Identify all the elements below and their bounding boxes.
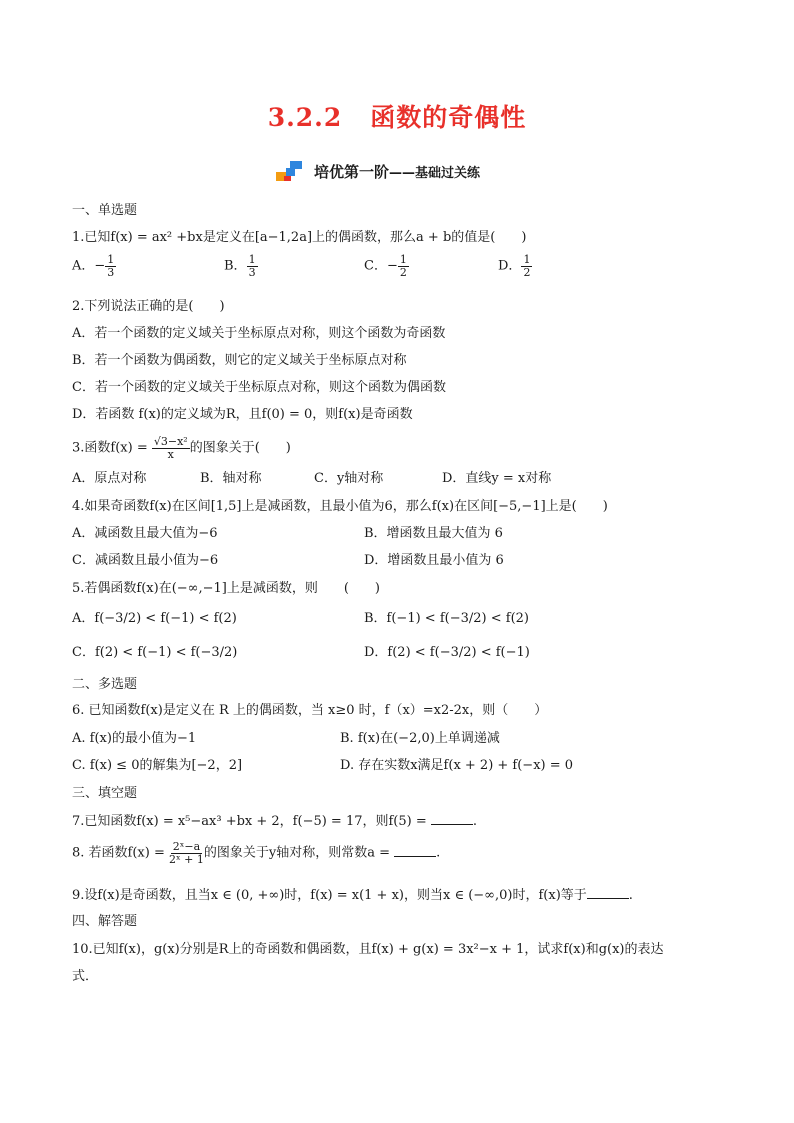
section-heading: 二、多选题: [72, 677, 138, 692]
q1-option-b-label: B．: [224, 258, 247, 274]
q1-a-fraction: [105, 254, 116, 278]
q8-fraction: [169, 841, 204, 865]
page-title: [0, 98, 794, 134]
q1-c-den: 2: [399, 265, 407, 279]
question-8: [72, 841, 440, 865]
question-7: [72, 812, 477, 831]
q1-option-c-label: C．−: [364, 258, 398, 274]
q1-option-a-label: A．−: [72, 258, 106, 274]
q1-d-fraction: [521, 254, 532, 278]
q2-option-b: B．若一个函数为偶函数，则它的定义域关于坐标原点对称: [72, 353, 407, 368]
q5-option-b: B．f(−1) < f(−3/2) < f(2): [364, 611, 529, 626]
q1-option-d: [498, 254, 532, 278]
q2-option-c: C．若一个函数的定义域关于坐标原点对称，则这个函数为偶函数: [72, 380, 446, 395]
q1-b-num: 1: [248, 253, 256, 266]
section-heading: 三、填空题: [72, 786, 138, 801]
section-subheading: [276, 158, 480, 184]
q4-option-a: A．减函数且最大值为−6: [72, 526, 218, 541]
q3-stem-pre: 3.函数f(x) =: [72, 440, 152, 456]
q8-tail: .: [436, 845, 441, 861]
q6-option-a: A. f(x)的最小值为−1: [72, 731, 197, 746]
q3-num: √3−x²: [153, 435, 188, 448]
q1-option-a: [72, 254, 116, 278]
q1-d-num: 1: [523, 253, 531, 266]
q3-option-d: D．直线y = x对称: [442, 471, 552, 486]
q8-pre: 8. 若函数f(x) =: [72, 845, 169, 861]
q6-option-b: B. f(x)在(−2,0)上单调递减: [340, 731, 500, 746]
q3-den: x: [167, 447, 174, 461]
question-4-stem: 4.如果奇函数f(x)在区间[1,5]上是减函数，且最小值为6，那么f(x)在区间[−5,−1]上是( ): [72, 499, 608, 514]
q3-option-a: A．原点对称: [72, 471, 147, 486]
q1-d-den: 2: [523, 265, 531, 279]
section-heading: 四、解答题: [72, 914, 138, 929]
question-5-stem: 5.若偶函数f(x)在(−∞,−1]上是减函数，则 ( ): [72, 581, 380, 596]
q1-a-den: 3: [107, 265, 115, 279]
q1-c-num: 1: [399, 253, 407, 266]
q1-b-den: 3: [248, 265, 256, 279]
subtitle: 培优第一阶: [314, 162, 390, 181]
q8-num: 2ˣ−a: [172, 840, 201, 853]
q4-option-c: C．减函数且最小值为−6: [72, 553, 219, 568]
q6-option-d: D. 存在实数x满足f(x + 2) + f(−x) = 0: [340, 758, 574, 773]
question-2-stem: 2.下列说法正确的是( ): [72, 299, 225, 314]
q1-b-fraction: [247, 254, 258, 278]
q1-option-c: [364, 254, 409, 278]
section-heading: 一、单选题: [72, 203, 138, 218]
q1-option-d-label: D．: [498, 258, 522, 274]
q5-option-c: C．f(2) < f(−1) < f(−3/2): [72, 645, 238, 660]
q3-stem-post: 的图象关于( ): [189, 440, 291, 456]
q1-c-fraction: [398, 254, 409, 278]
q4-option-d: D．增函数且最小值为 6: [364, 553, 504, 568]
question-3-stem: [72, 436, 291, 460]
q1-option-b: [224, 254, 258, 278]
q6-option-c: C. f(x) ≤ 0的解集为[−2，2]: [72, 758, 243, 773]
q1-a-num: 1: [107, 253, 115, 266]
q7-stem: 7.已知函数f(x) = x⁵−ax³ +bx + 2，f(−5) = 17，则f(5) =: [72, 814, 431, 829]
q3-fraction: [152, 436, 190, 460]
q9-tail: .: [628, 888, 633, 903]
stairs-logo-icon: [276, 159, 306, 183]
q4-option-b: B．增函数且最大值为 6: [364, 526, 503, 541]
q7-tail: .: [472, 814, 478, 829]
q8-post: 的图象关于y轴对称，则常数a =: [203, 845, 395, 861]
answer-blank: [394, 844, 436, 857]
question-6-stem: 6. 已知函数f(x)是定义在 R 上的偶函数，当 x≥0 时，f（x）=x2-2x，则（ ）: [72, 703, 548, 718]
question-1-stem: 1.已知f(x) = ax² +bx是定义在[a−1,2a]上的偶函数，那么a + b的值是( ): [72, 230, 527, 245]
q2-option-d: D．若函数 f(x)的定义域为R，且f(0) = 0，则f(x)是奇函数: [72, 407, 413, 422]
q3-option-c: C．y轴对称: [314, 471, 384, 486]
question-10-line-1: 10.已知f(x)，g(x)分别是R上的奇函数和偶函数，且f(x) + g(x) = 3x²−x + 1，试求f(x)和g(x)的表达: [72, 942, 664, 957]
q3-option-b: B．轴对称: [200, 471, 262, 486]
question-9: [72, 886, 633, 905]
lesson-title: 函数的奇偶性: [370, 103, 527, 132]
q5-option-d: D．f(2) < f(−3/2) < f(−1): [364, 645, 530, 660]
lesson-number: 3.2.2: [267, 103, 343, 132]
answer-blank: [431, 812, 473, 825]
q8-den: 2ˣ + 1: [168, 852, 204, 866]
q9-stem: 9.设f(x)是奇函数，且当x ∈ (0, +∞)时，f(x) = x(1 + x)，则当x ∈ (−∞,0)时，f(x)等于: [72, 888, 587, 903]
question-10-line-2: 式．: [72, 969, 99, 984]
subtitle-tail: ——基础过关练: [389, 165, 481, 181]
q2-option-a: A．若一个函数的定义域关于坐标原点对称，则这个函数为奇函数: [72, 326, 446, 341]
answer-blank: [587, 886, 629, 899]
q5-option-a: A．f(−3/2) < f(−1) < f(2): [72, 611, 237, 626]
